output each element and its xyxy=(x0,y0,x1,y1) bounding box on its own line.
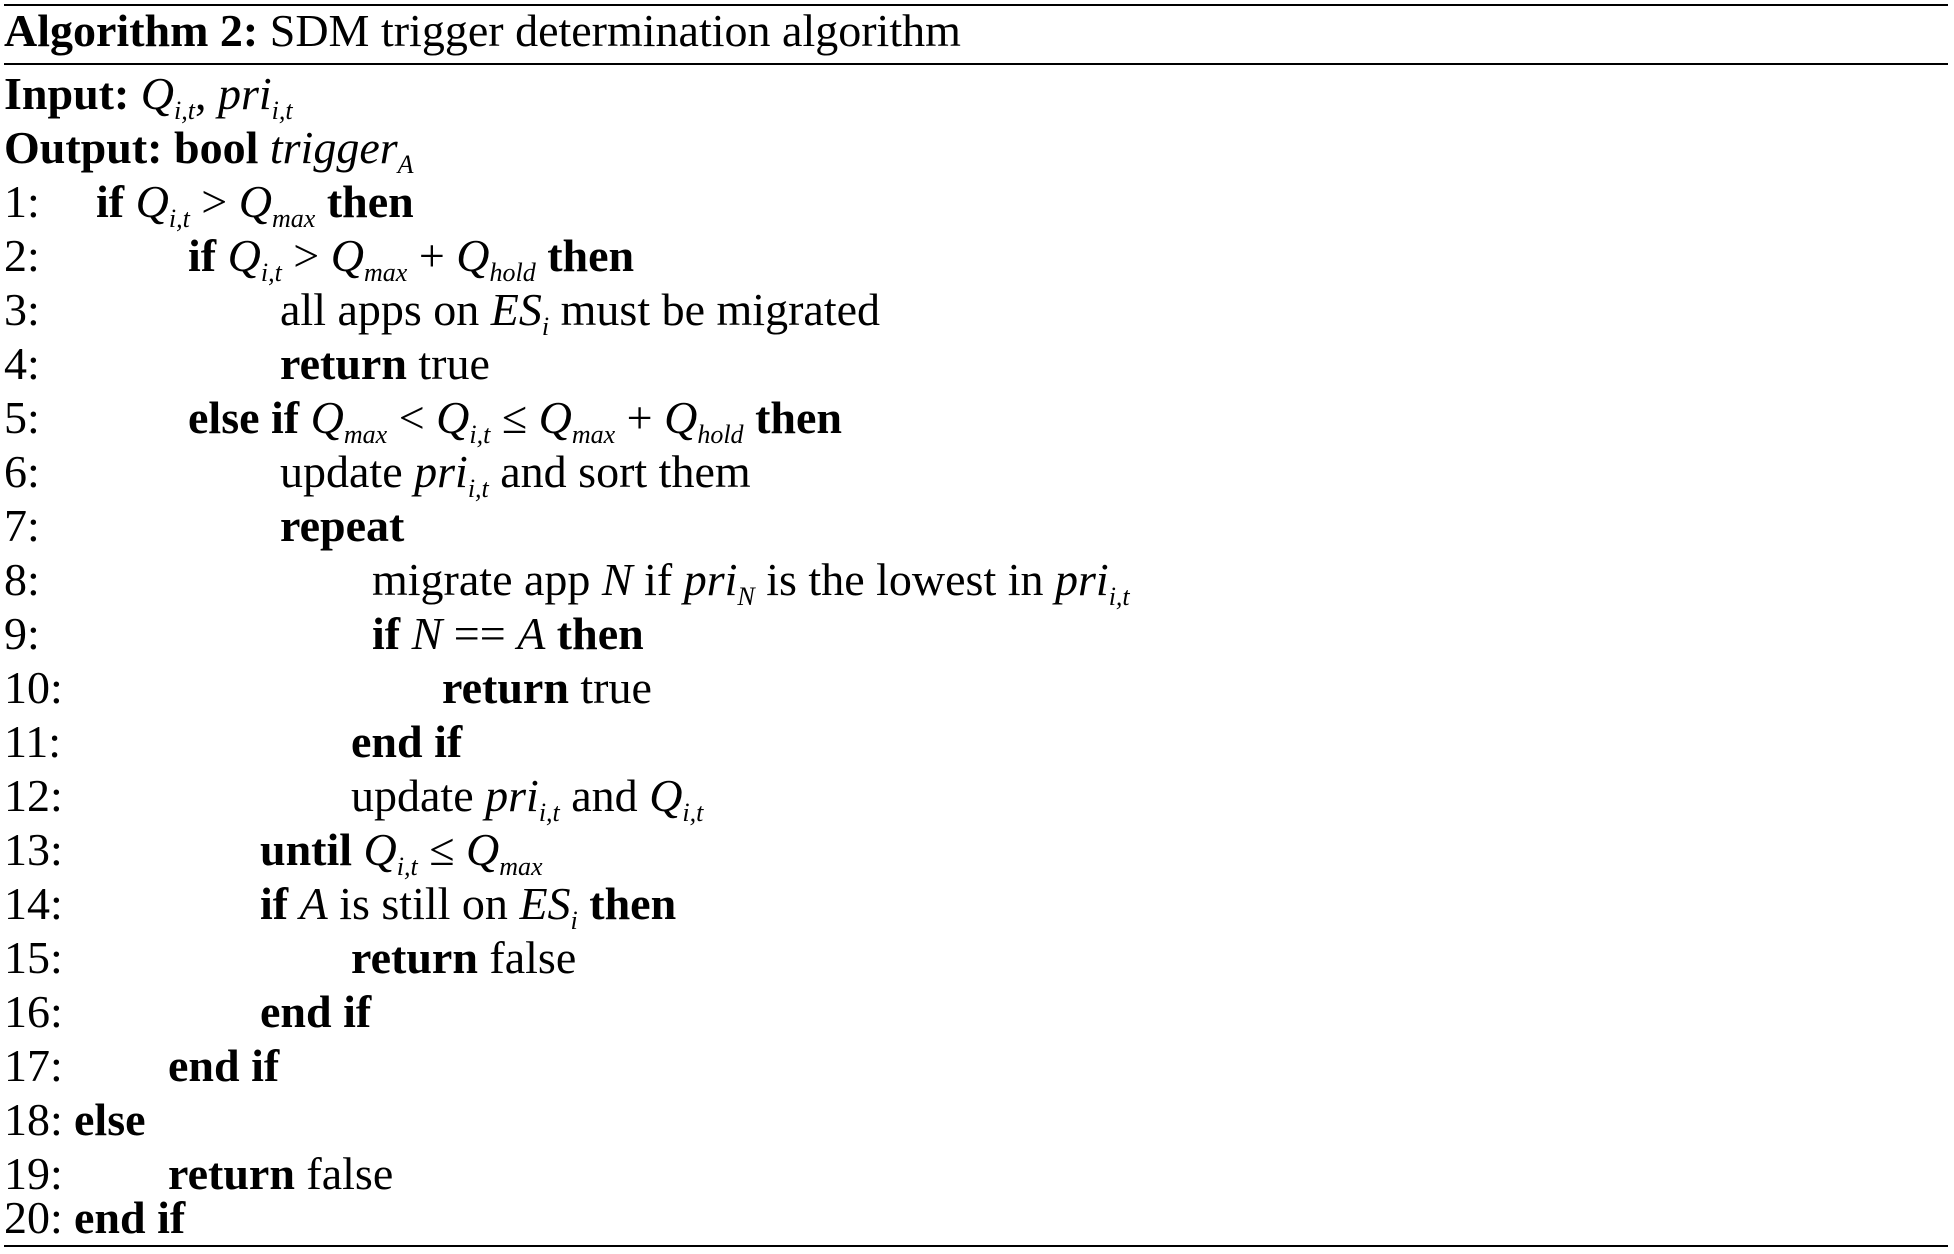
algorithm-block: Algorithm 2: SDM trigger determination algorithm Input: $Q_{i,t}$, pri$_{i,t}$ Output: bool trigger$_A$ 1: if $Q_{i,t} > Q_{max}$ then 2: if $Q_{i,t} > Q_{max} + Q_{hold}$ then 3: all apps on $ES_i$ must be migrated 4: return true 5: else if $Q_{max} < Q_{i,t} \le Q_{max} + Q_{hold}$ then 6: update pri$_{i,t}$ and sort them 7: repeat 8: migrate app N if pri$_N$ is the lowest in pri$_{i,t}$ 9: if N == A then 10: return true 11: end if 12: update pri$_{i,t}$ and $Q_{i,t}$ 13: until $Q_{i,t} \le Q_{max}$ 14: if A is still on $ES_i$ then 15: return false 16: end if 17: end if 18: else 19: return false 20: end if xyxy=(0,0,1954,1254)
line-number: 9: xyxy=(4,608,40,659)
line-number: 12: xyxy=(4,770,63,821)
output-type: bool xyxy=(173,122,259,173)
line-number: 19: xyxy=(4,1148,63,1199)
line-number: 2: xyxy=(4,230,40,281)
line-number: 7: xyxy=(4,500,40,551)
algorithm-title: SDM trigger determination algorithm xyxy=(269,5,961,56)
output-line: Output: bool trigger$_A$ xyxy=(4,122,414,179)
output-label: Output: xyxy=(4,122,163,173)
line-number: 1: xyxy=(4,176,40,227)
line-number: 11: xyxy=(4,716,62,767)
caption-rule xyxy=(4,63,1948,65)
input-line: Input: $Q_{i,t}$, pri$_{i,t}$ xyxy=(4,68,293,125)
line-number: 13: xyxy=(4,824,63,875)
line-number: 18: xyxy=(4,1094,63,1145)
algorithm-caption xyxy=(4,4,961,58)
line-number: 16: xyxy=(4,986,63,1037)
line-number: 10: xyxy=(4,662,63,713)
line-number: 4: xyxy=(4,338,40,389)
line-number: 14: xyxy=(4,878,63,929)
bottom-rule xyxy=(4,1245,1948,1247)
line-number: 6: xyxy=(4,446,40,497)
line-number: 17: xyxy=(4,1040,63,1091)
algorithm-label: Algorithm 2: xyxy=(4,5,259,56)
line-number: 15: xyxy=(4,932,63,983)
input-label: Input: xyxy=(4,68,130,119)
line-number: 5: xyxy=(4,392,40,443)
line-number: 3: xyxy=(4,284,40,335)
line-number: 8: xyxy=(4,554,40,605)
line-number: 20: xyxy=(4,1192,63,1243)
